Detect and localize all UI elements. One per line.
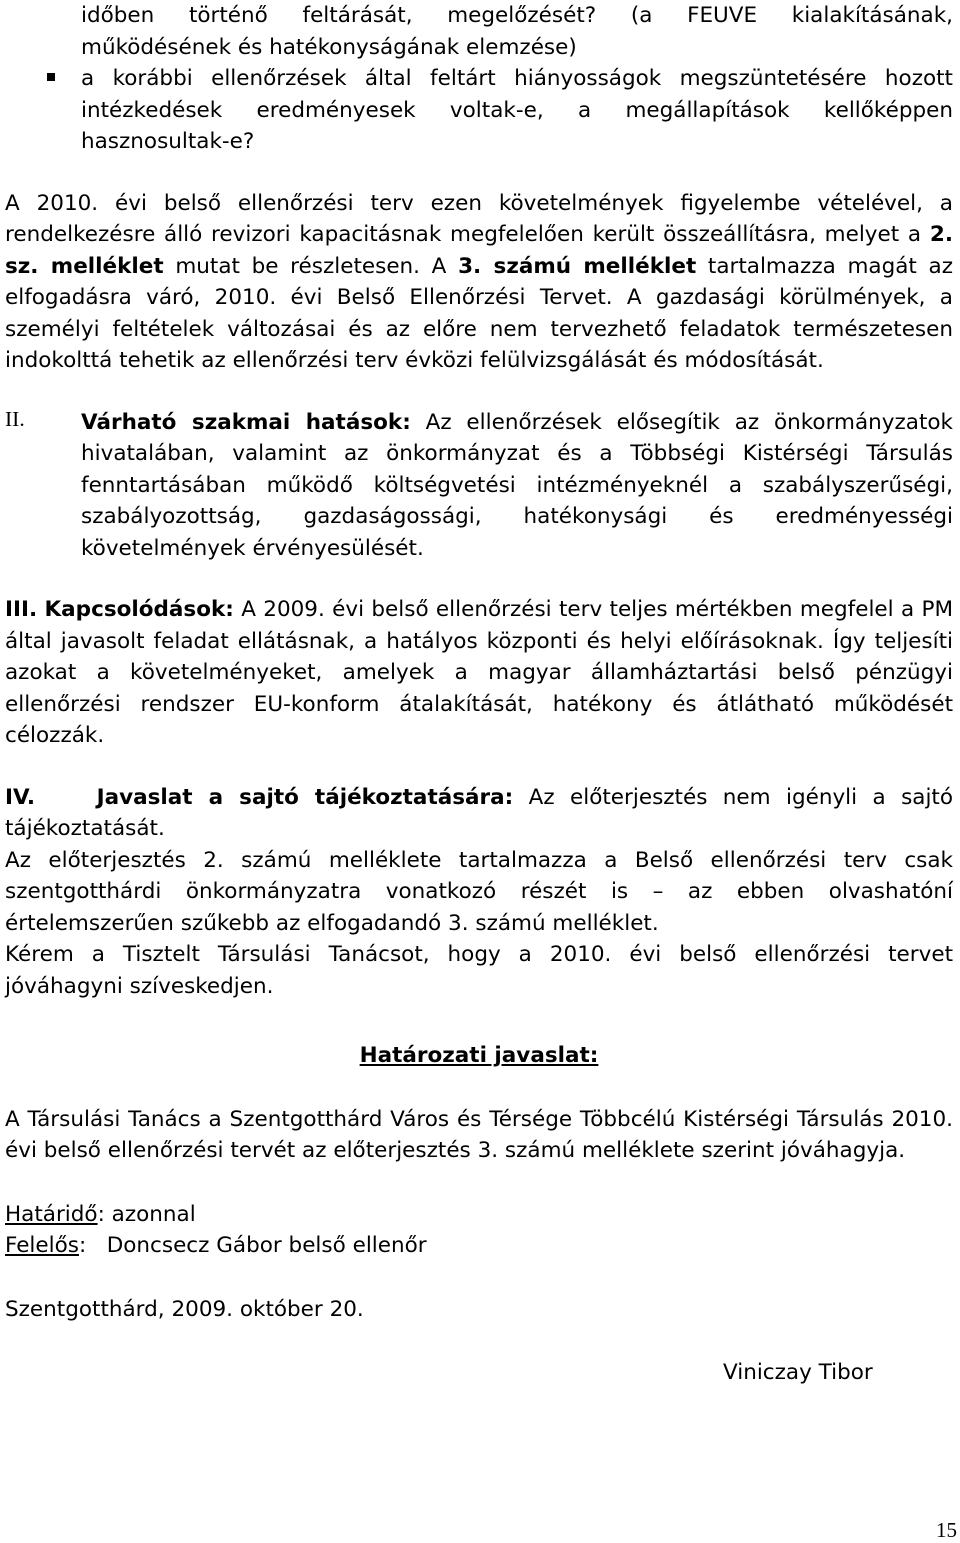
section-iii: III. Kapcsolódások: A 2009. évi belső ellenőrzési terv teljes mértékben megfelel a PM által javasolt feladat ellátásnak, a hatályos központi és helyi előírásoknak. Így teljesíti azokat a követelményeket, amelyek a magyar államháztartási belső pénzügyi ellenőrzési rendszer EU-konform átalakítását, hatékony és átlátható működését célozzák. [5, 597, 953, 748]
paragraph-annex: Az előterjesztés 2. számú melléklete tartalmazza a Belső ellenőrzési terv csak szentgotthárdi önkormányzatra vonatkozó részét is – az ebben olvashatóní értelemszerűen szűkebb az elfogadandó 3. számú melléklet. [5, 847, 953, 936]
section-title: Javaslat a sajtó tájékoztatására: [96, 784, 514, 810]
paragraph-request: Kérem a Tisztelt Társulási Tanácsot, hogy a 2010. évi belső ellenőrzési tervet jóváhagyni szíveskedjen. [5, 942, 953, 999]
signature-name: Viniczay Tibor [723, 1360, 873, 1385]
paragraph-plan: A 2010. évi belső ellenőrzési terv ezen követelmények figyelembe vételével, a rendelkezésre álló revizori kapacitásnak megfelelően került összeállításra, melyet a 2. sz. melléklet mutat be részletesen. A 3. számú melléklet tartalmazza magát az elfogadásra váró, 2010. évi Belső Ellenőrzési Tervet. A gazdasági körülmények, a személyi feltételek változásai és az előre nem tervezhető feladatok természetesen indokolttá tehetik az ellenőrzési terv évközi felülvizsgálását és módosítását. [5, 190, 953, 373]
deadline-line: Határidő: azonnal [5, 1201, 196, 1227]
page-number: 15 [936, 1518, 957, 1542]
resolution-text: A Társulási Tanács a Szentgotthárd Város és Térsége Többcélú Kistérségi Társulás 2010. évi belső ellenőrzési tervét az előterjesztés 3. számú melléklete szerint jóváhagyja. [5, 1106, 953, 1163]
top-line-2: működésének és hatékonyságának elemzése) [81, 34, 577, 60]
top-line-1: időben történő feltárását, megelőzését? (a FEUVE kialakításának, [81, 3, 953, 28]
section-ii [5, 407, 953, 565]
section-ii-text: Várható szakmai hatások: Az ellenőrzések elősegítik az önkormányzatok hivatalában, valamint az önkormányzat és a Többségi Kistérségi Társulás fenntartásában működő költségvetési intézményeknél a szabályszerűségi, szabályozottság, gazdaságossági, hatékonysági és eredményességi követelmények érvényesülését. [81, 409, 953, 561]
place-date: Szentgotthárd, 2009. október 20. [5, 1296, 364, 1322]
bullet-text: a korábbi ellenőrzések által feltárt hiányosságok megszüntetésére hozott intézkedések eredményesek voltak-e, a megállapítások kellőképpen hasznosultak-e? [81, 66, 953, 154]
square-bullet-icon [47, 73, 55, 81]
resolution-heading: Határozati javaslat: [359, 1043, 599, 1068]
section-title: Várható szakmai hatások: [81, 409, 411, 435]
section-number: II. [5, 406, 25, 431]
bullet-item [5, 63, 953, 158]
responsible-line: Felelős: Doncsecz Gábor belső ellenőr [5, 1233, 427, 1258]
section-iv: IV. Javaslat a sajtó tájékoztatására: Az előterjesztés nem igényli a sajtó tájékoztatását. [5, 784, 954, 841]
document-page [5, 0, 953, 1389]
section-title: Kapcsolódások: [44, 597, 234, 622]
